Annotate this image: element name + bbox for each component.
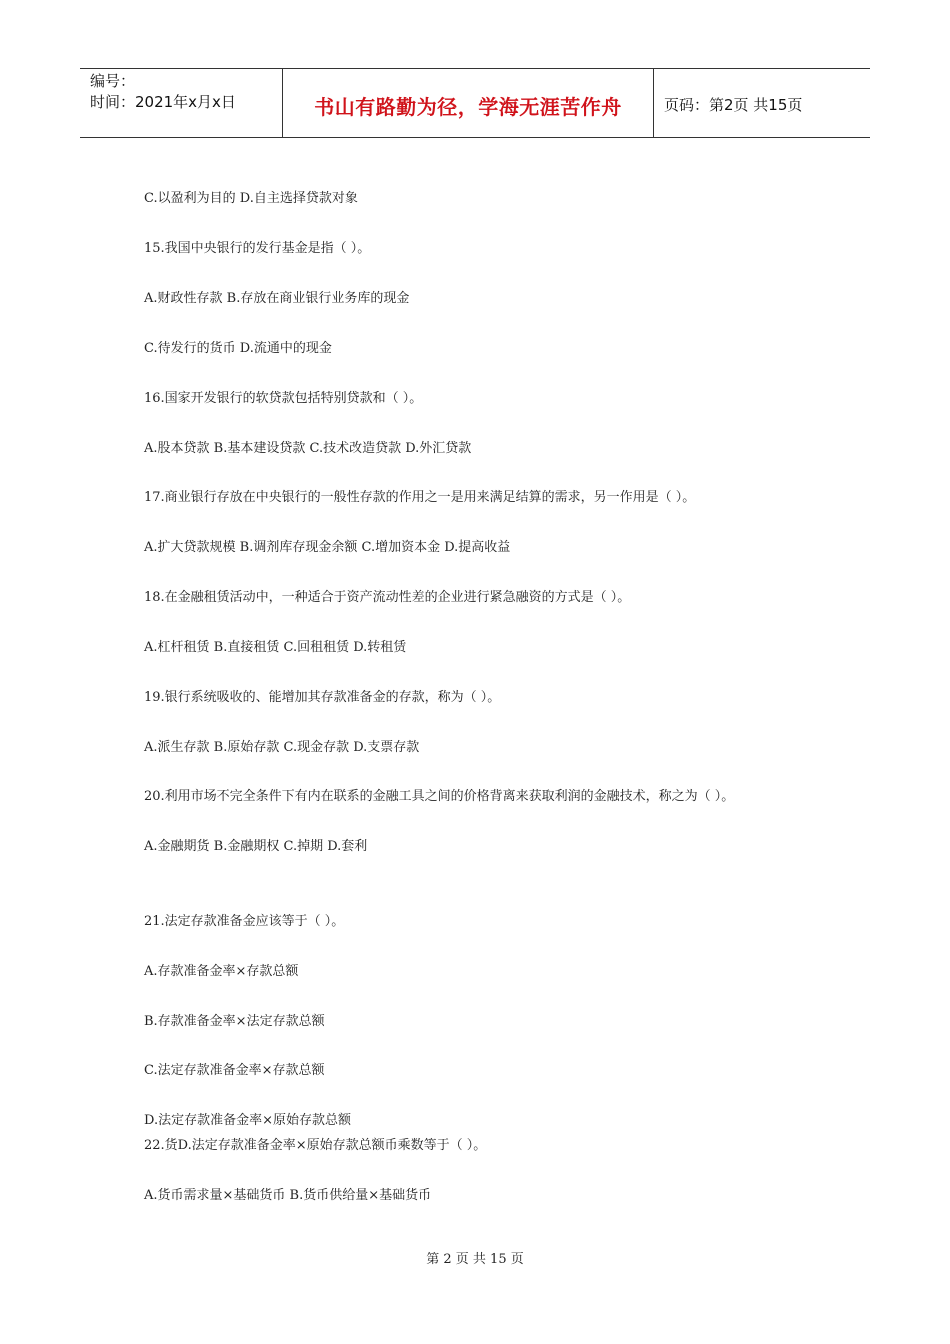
text-line: A.金融期货 B.金融期权 C.掉期 D.套利 [144,839,368,854]
question-22: 22.货D.法定存款准备金率×原始存款总额币乘数等于（ ）。 [144,1138,487,1153]
page-info: 页码：第2页 共15页 [664,95,803,114]
motto: 书山有路勤为径，学海无涯苦作舟 [314,94,622,119]
text-line: A.派生存款 B.原始存款 C.现金存款 D.支票存款 [144,740,420,755]
text-line: A.存款准备金率×存款总额 [144,964,299,979]
page-footer: 第 2 页 共 15 页 [426,1252,524,1267]
text-line: C.以盈利为目的 D.自主选择贷款对象 [144,191,358,206]
text-line: C.待发行的货币 D.流通中的现金 [144,341,332,356]
header-meta [80,69,282,137]
question-18: 18.在金融租赁活动中，一种适合于资产流动性差的企业进行紧急融资的方式是（ ）。 [144,590,631,605]
text-line: D.法定存款准备金率×原始存款总额 [144,1113,351,1128]
text-line: A.货币需求量×基础货币 B.货币供给量×基础货币 [144,1188,432,1203]
question-16: 16.国家开发银行的软贷款包括特别贷款和（ ）。 [144,391,423,406]
text-line: A.扩大贷款规模 B.调剂库存现金余额 C.增加资本金 D.提高收益 [144,540,511,555]
text-line: B.存款准备金率×法定存款总额 [144,1014,325,1029]
header-motto-cell [282,69,654,137]
number-label: 编号： [90,72,136,90]
question-17: 17.商业银行存放在中央银行的一般性存款的作用之一是用来满足结算的需求，另一作用是（ ）。 [144,490,696,505]
question-20: 20.利用市场不完全条件下有内在联系的金融工具之间的价格背离来获取利润的金融技术，称之为（ ）。 [144,789,735,804]
text-line: A.杠杆租赁 B.直接租赁 C.回租租赁 D.转租赁 [144,640,407,655]
question-19: 19.银行系统吸收的、能增加其存款准备金的存款，称为（ ）。 [144,690,501,705]
text-line: C.法定存款准备金率×存款总额 [144,1063,325,1078]
header-page-info-cell [654,69,870,137]
question-15: 15.我国中央银行的发行基金是指（ ）。 [144,241,371,256]
time-label: 时间：2021年x月x日 [90,93,236,111]
text-line: A.财政性存款 B.存放在商业银行业务库的现金 [144,291,410,306]
question-21: 21.法定存款准备金应该等于（ ）。 [144,914,345,929]
text-line: A.股本贷款 B.基本建设贷款 C.技术改造贷款 D.外汇贷款 [144,441,472,456]
page-header [80,68,870,138]
